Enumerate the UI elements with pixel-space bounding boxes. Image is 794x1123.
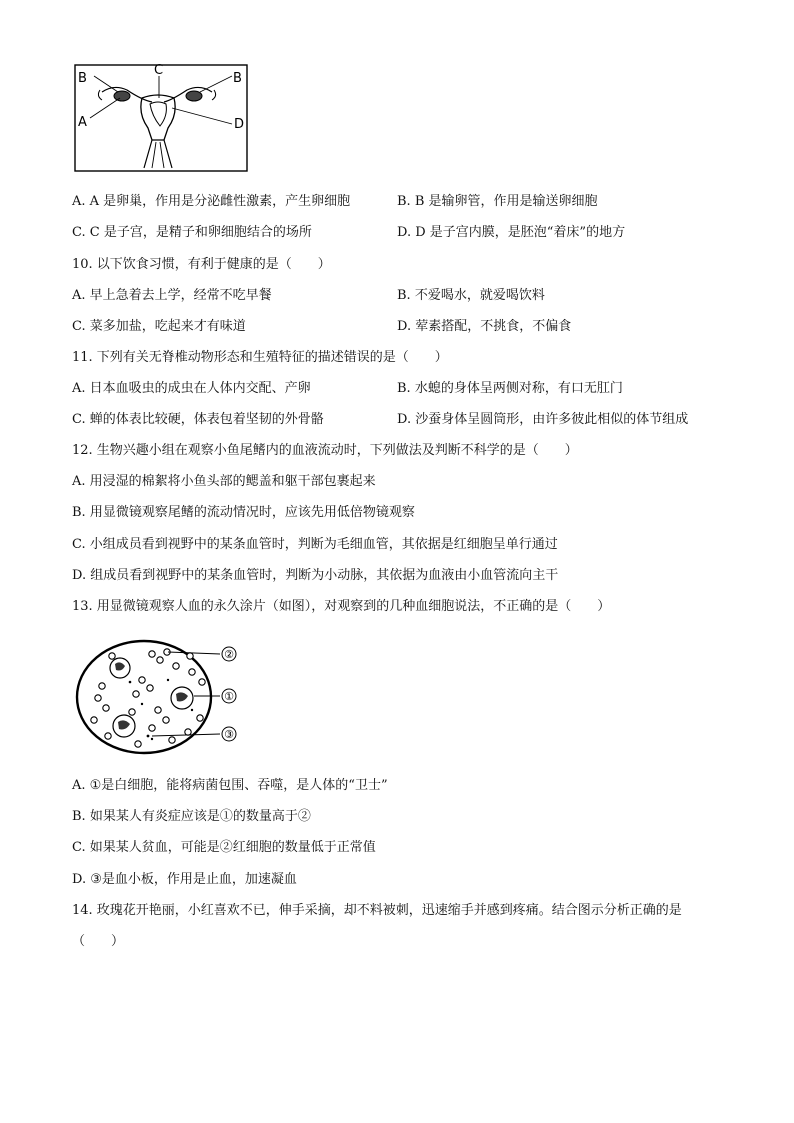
- q14-stem: 14. 玫瑰花开艳丽，小红喜欢不已，伸手采摘，却不料被刺，迅速缩手并感到疼痛。结合图示分析正确的是: [72, 903, 682, 918]
- blood-smear-figure: [72, 636, 252, 760]
- reproductive-system-figure: [72, 62, 252, 174]
- q9-option-c[interactable]: C. C 是子宫，是精子和卵细胞结合的场所: [72, 225, 312, 240]
- q13-option-b[interactable]: B. 如果某人有炎症应该是①的数量高于②: [72, 809, 311, 824]
- q13-option-d[interactable]: D. ③是血小板，作用是止血，加速凝血: [72, 872, 297, 887]
- label-a: A: [78, 115, 87, 130]
- q11-stem: 11. 下列有关无脊椎动物形态和生殖特征的描述错误的是（ ）: [72, 350, 448, 365]
- q10-stem: 10. 以下饮食习惯，有利于健康的是（ ）: [72, 257, 331, 272]
- label-b-left: B: [78, 71, 87, 86]
- label-b-right: B: [233, 71, 242, 86]
- q9-option-b[interactable]: B. B 是输卵管，作用是输送卵细胞: [397, 194, 598, 209]
- q11-option-a[interactable]: A. 日本血吸虫的成虫在人体内交配、产卵: [72, 381, 311, 396]
- q10-option-d[interactable]: D. 荤素搭配，不挑食，不偏食: [397, 319, 572, 334]
- q10-option-b[interactable]: B. 不爱喝水，就爱喝饮料: [397, 288, 545, 303]
- q11-option-b[interactable]: B. 水螅的身体呈两侧对称，有口无肛门: [397, 381, 623, 396]
- q11-option-d[interactable]: D. 沙蚕身体呈圆筒形，由许多彼此相似的体节组成: [397, 412, 689, 427]
- blood-smear-diagram: [72, 636, 252, 760]
- q12-stem: 12. 生物兴趣小组在观察小鱼尾鳍内的血液流动时，下列做法及判断不科学的是（ ）: [72, 443, 578, 458]
- q12-option-d[interactable]: D. 组成员看到视野中的某条血管时，判断为小动脉，其依据为血液由小血管流向主干: [72, 568, 559, 583]
- label-one: ①: [224, 690, 234, 703]
- label-three: ③: [224, 728, 234, 741]
- label-two: ②: [224, 648, 234, 661]
- q13-stem: 13. 用显微镜观察人血的永久涂片（如图），对观察到的几种血细胞说法，不正确的是（ ）: [72, 599, 611, 614]
- q9-option-d[interactable]: D. D 是子宫内膜，是胚泡“着床”的地方: [397, 225, 626, 240]
- label-c: C: [154, 63, 164, 78]
- q12-option-a[interactable]: A. 用浸湿的棉絮将小鱼头部的鳃盖和躯干部包裹起来: [72, 474, 376, 489]
- q12-option-c[interactable]: C. 小组成员看到视野中的某条血管时，判断为毛细血管，其依据是红细胞呈单行通过: [72, 537, 558, 552]
- q10-option-c[interactable]: C. 菜多加盐，吃起来才有味道: [72, 319, 246, 334]
- q13-option-a[interactable]: A. ①是白细胞，能将病菌包围、吞噬，是人体的“卫士”: [72, 778, 388, 793]
- q10-option-a[interactable]: A. 早上急着去上学，经常不吃早餐: [72, 288, 272, 303]
- q11-option-c[interactable]: C. 蝉的体表比较硬，体表包着坚韧的外骨骼: [72, 412, 324, 427]
- q13-option-c[interactable]: C. 如果某人贫血，可能是②红细胞的数量低于正常值: [72, 840, 376, 855]
- uterus-diagram: [72, 62, 252, 174]
- q14-stem-cont: （ ）: [72, 934, 125, 949]
- q12-option-b[interactable]: B. 用显微镜观察尾鳍的流动情况时，应该先用低倍物镜观察: [72, 505, 415, 520]
- label-d: D: [234, 117, 245, 132]
- q9-option-a[interactable]: A. A 是卵巢，作用是分泌雌性激素，产生卵细胞: [72, 194, 351, 209]
